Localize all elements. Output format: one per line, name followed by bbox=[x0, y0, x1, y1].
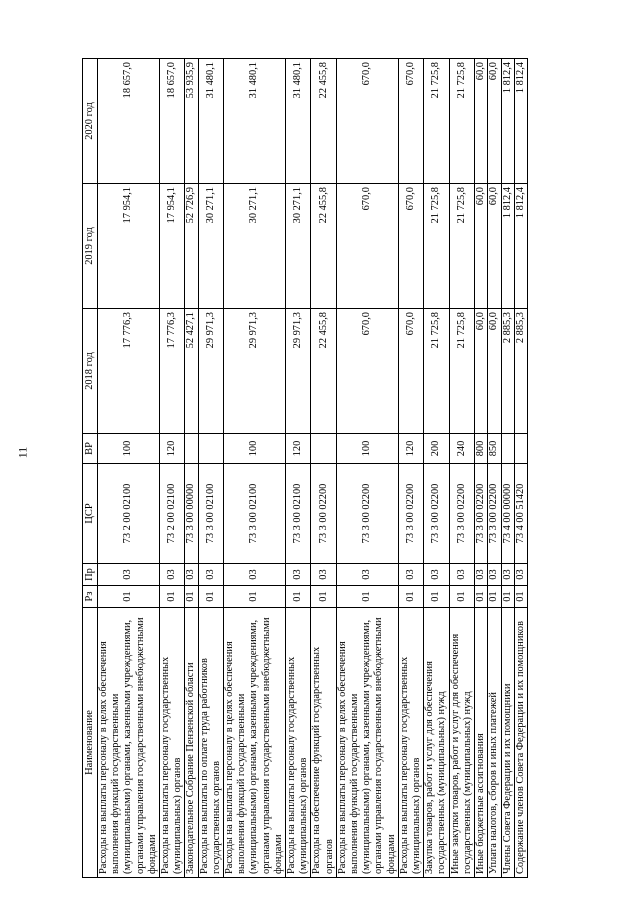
row-2018: 29 971,3 bbox=[224, 309, 286, 434]
table-row bbox=[286, 59, 311, 878]
row-vr: 200 bbox=[424, 434, 449, 464]
row-rz: 01 bbox=[286, 586, 311, 608]
row-rz: 01 bbox=[98, 586, 160, 608]
row-pr: 03 bbox=[449, 564, 474, 586]
row-2020: 1 812,4 bbox=[514, 59, 527, 184]
row-name: Закупка товаров, работ и услуг для обеспечения государственных (муниципальных) нужд bbox=[424, 608, 449, 878]
row-vr: 100 bbox=[336, 434, 398, 464]
row-pr: 03 bbox=[336, 564, 398, 586]
row-rz: 01 bbox=[311, 586, 336, 608]
table-row bbox=[475, 59, 488, 878]
row-vr bbox=[185, 434, 198, 464]
table-row bbox=[514, 59, 527, 878]
row-2018: 17 776,3 bbox=[160, 309, 185, 434]
row-vr: 100 bbox=[98, 434, 160, 464]
row-vr: 100 bbox=[224, 434, 286, 464]
row-2020: 60,0 bbox=[488, 59, 501, 184]
header-2018: 2018 год bbox=[83, 309, 98, 434]
table-row bbox=[311, 59, 336, 878]
row-name: Расходы на выплаты персоналу государственных (муниципальных) органов bbox=[160, 608, 185, 878]
row-2019: 21 725,8 bbox=[424, 184, 449, 309]
row-2018: 670,0 bbox=[336, 309, 398, 434]
row-2019: 30 271,1 bbox=[286, 184, 311, 309]
row-rz: 01 bbox=[501, 586, 514, 608]
row-name: Расходы на выплаты персоналу в целях обеспечения выполнения функций государственными (муниципальными) органами, казенными учреждениями, органами управления государственными внебюджетными фондами bbox=[336, 608, 398, 878]
table-header-row bbox=[83, 59, 98, 878]
row-csr: 73 3 00 02200 bbox=[475, 464, 488, 564]
page-number: 11 bbox=[15, 446, 30, 459]
row-csr: 73 3 00 02100 bbox=[198, 464, 223, 564]
row-2020: 31 480,1 bbox=[224, 59, 286, 184]
row-2020: 21 725,8 bbox=[424, 59, 449, 184]
row-2019: 17 954,1 bbox=[160, 184, 185, 309]
row-csr: 73 2 00 02100 bbox=[98, 464, 160, 564]
row-name: Расходы на выплаты персоналу государственных (муниципальных) органов bbox=[398, 608, 423, 878]
header-rz: Рз bbox=[83, 586, 98, 608]
header-pr: Пр bbox=[83, 564, 98, 586]
header-csr: ЦСР bbox=[83, 464, 98, 564]
row-vr bbox=[311, 434, 336, 464]
row-rz: 01 bbox=[424, 586, 449, 608]
row-csr: 73 3 00 02200 bbox=[336, 464, 398, 564]
row-name: Законодательное Собрание Пензенской области bbox=[185, 608, 198, 878]
row-vr bbox=[198, 434, 223, 464]
row-2020: 22 455,8 bbox=[311, 59, 336, 184]
row-pr: 03 bbox=[224, 564, 286, 586]
header-name: Наименование bbox=[83, 608, 98, 878]
row-rz: 01 bbox=[514, 586, 527, 608]
row-rz: 01 bbox=[398, 586, 423, 608]
row-2018: 29 971,3 bbox=[286, 309, 311, 434]
row-2018: 22 455,8 bbox=[311, 309, 336, 434]
table-row bbox=[160, 59, 185, 878]
row-2020: 53 935,9 bbox=[185, 59, 198, 184]
row-2018: 17 776,3 bbox=[98, 309, 160, 434]
row-2020: 31 480,1 bbox=[198, 59, 223, 184]
row-2019: 670,0 bbox=[398, 184, 423, 309]
row-2018: 21 725,8 bbox=[449, 309, 474, 434]
row-csr: 73 2 00 02100 bbox=[160, 464, 185, 564]
row-rz: 01 bbox=[336, 586, 398, 608]
row-2019: 60,0 bbox=[475, 184, 488, 309]
row-csr: 73 3 00 02100 bbox=[224, 464, 286, 564]
row-vr: 120 bbox=[286, 434, 311, 464]
row-vr: 120 bbox=[398, 434, 423, 464]
table-row bbox=[185, 59, 198, 878]
row-pr: 03 bbox=[311, 564, 336, 586]
row-pr: 03 bbox=[185, 564, 198, 586]
row-2018: 60,0 bbox=[475, 309, 488, 434]
row-pr: 03 bbox=[488, 564, 501, 586]
row-csr: 73 3 00 02200 bbox=[398, 464, 423, 564]
row-2018: 29 971,3 bbox=[198, 309, 223, 434]
row-name: Уплата налогов, сборов и иных платежей bbox=[488, 608, 501, 878]
row-csr: 73 3 00 02100 bbox=[286, 464, 311, 564]
row-pr: 03 bbox=[501, 564, 514, 586]
row-name: Содержание членов Совета Федерации и их помощников bbox=[514, 608, 527, 878]
header-vr: ВР bbox=[83, 434, 98, 464]
row-rz: 01 bbox=[160, 586, 185, 608]
header-2019: 2019 год bbox=[83, 184, 98, 309]
row-csr: 73 3 00 02200 bbox=[311, 464, 336, 564]
row-2019: 30 271,1 bbox=[198, 184, 223, 309]
row-name: Иные закупки товаров, работ и услуг для обеспечения государственных (муниципальных) нужд bbox=[449, 608, 474, 878]
row-2020: 18 657,0 bbox=[98, 59, 160, 184]
row-2020: 670,0 bbox=[336, 59, 398, 184]
row-rz: 01 bbox=[198, 586, 223, 608]
table-row bbox=[501, 59, 514, 878]
table-row bbox=[424, 59, 449, 878]
table-row bbox=[336, 59, 398, 878]
table-row bbox=[398, 59, 423, 878]
row-name: Члены Совета Федерации и их помощники bbox=[501, 608, 514, 878]
row-2018: 670,0 bbox=[398, 309, 423, 434]
row-2019: 21 725,8 bbox=[449, 184, 474, 309]
budget-table bbox=[82, 58, 528, 878]
row-2018: 2 885,3 bbox=[501, 309, 514, 434]
row-vr: 120 bbox=[160, 434, 185, 464]
row-pr: 03 bbox=[160, 564, 185, 586]
row-vr bbox=[501, 434, 514, 464]
row-2018: 21 725,8 bbox=[424, 309, 449, 434]
row-2020: 31 480,1 bbox=[286, 59, 311, 184]
row-csr: 73 4 00 51420 bbox=[514, 464, 527, 564]
row-pr: 03 bbox=[286, 564, 311, 586]
table-row bbox=[198, 59, 223, 878]
row-name: Расходы на выплаты персоналу в целях обеспечения выполнения функций государственными (муниципальными) органами, казенными учреждениями, органами управления государственными внебюджетными фондами bbox=[224, 608, 286, 878]
row-rz: 01 bbox=[488, 586, 501, 608]
table-body bbox=[98, 59, 528, 878]
row-vr: 800 bbox=[475, 434, 488, 464]
row-pr: 03 bbox=[424, 564, 449, 586]
row-csr: 73 3 00 00000 bbox=[185, 464, 198, 564]
row-pr: 03 bbox=[98, 564, 160, 586]
row-rz: 01 bbox=[449, 586, 474, 608]
row-name: Иные бюджетные ассигнования bbox=[475, 608, 488, 878]
row-name: Расходы на выплаты персоналу государственных (муниципальных) органов bbox=[286, 608, 311, 878]
row-csr: 73 3 00 02200 bbox=[449, 464, 474, 564]
row-2020: 1 812,4 bbox=[501, 59, 514, 184]
row-2019: 60,0 bbox=[488, 184, 501, 309]
row-2019: 30 271,1 bbox=[224, 184, 286, 309]
row-2019: 52 726,9 bbox=[185, 184, 198, 309]
row-2019: 17 954,1 bbox=[98, 184, 160, 309]
row-csr: 73 3 00 02200 bbox=[488, 464, 501, 564]
row-rz: 01 bbox=[224, 586, 286, 608]
row-csr: 73 4 00 00000 bbox=[501, 464, 514, 564]
table-row bbox=[488, 59, 501, 878]
header-2020: 2020 год bbox=[83, 59, 98, 184]
row-csr: 73 3 00 02200 bbox=[424, 464, 449, 564]
row-pr: 03 bbox=[198, 564, 223, 586]
row-vr: 850 bbox=[488, 434, 501, 464]
row-2018: 52 427,1 bbox=[185, 309, 198, 434]
table-row bbox=[449, 59, 474, 878]
row-name: Расходы на обеспечение функций государственных органов bbox=[311, 608, 336, 878]
row-pr: 03 bbox=[398, 564, 423, 586]
row-name: Расходы на выплаты по оплате труда работников государственных органов bbox=[198, 608, 223, 878]
row-2020: 18 657,0 bbox=[160, 59, 185, 184]
row-2019: 1 812,4 bbox=[501, 184, 514, 309]
row-rz: 01 bbox=[185, 586, 198, 608]
document-rotated-content bbox=[82, 58, 552, 878]
row-2018: 2 885,3 bbox=[514, 309, 527, 434]
table-row bbox=[98, 59, 160, 878]
row-2018: 60,0 bbox=[488, 309, 501, 434]
table-row bbox=[224, 59, 286, 878]
row-rz: 01 bbox=[475, 586, 488, 608]
row-name: Расходы на выплаты персоналу в целях обеспечения выполнения функций государственными (муниципальными) органами, казенными учреждениями, органами управления государственными внебюджетными фондами bbox=[98, 608, 160, 878]
row-pr: 03 bbox=[475, 564, 488, 586]
row-vr bbox=[514, 434, 527, 464]
row-2020: 670,0 bbox=[398, 59, 423, 184]
row-2019: 1 812,4 bbox=[514, 184, 527, 309]
row-pr: 03 bbox=[514, 564, 527, 586]
row-2019: 22 455,8 bbox=[311, 184, 336, 309]
row-2019: 670,0 bbox=[336, 184, 398, 309]
row-vr: 240 bbox=[449, 434, 474, 464]
row-2020: 21 725,8 bbox=[449, 59, 474, 184]
row-2020: 60,0 bbox=[475, 59, 488, 184]
